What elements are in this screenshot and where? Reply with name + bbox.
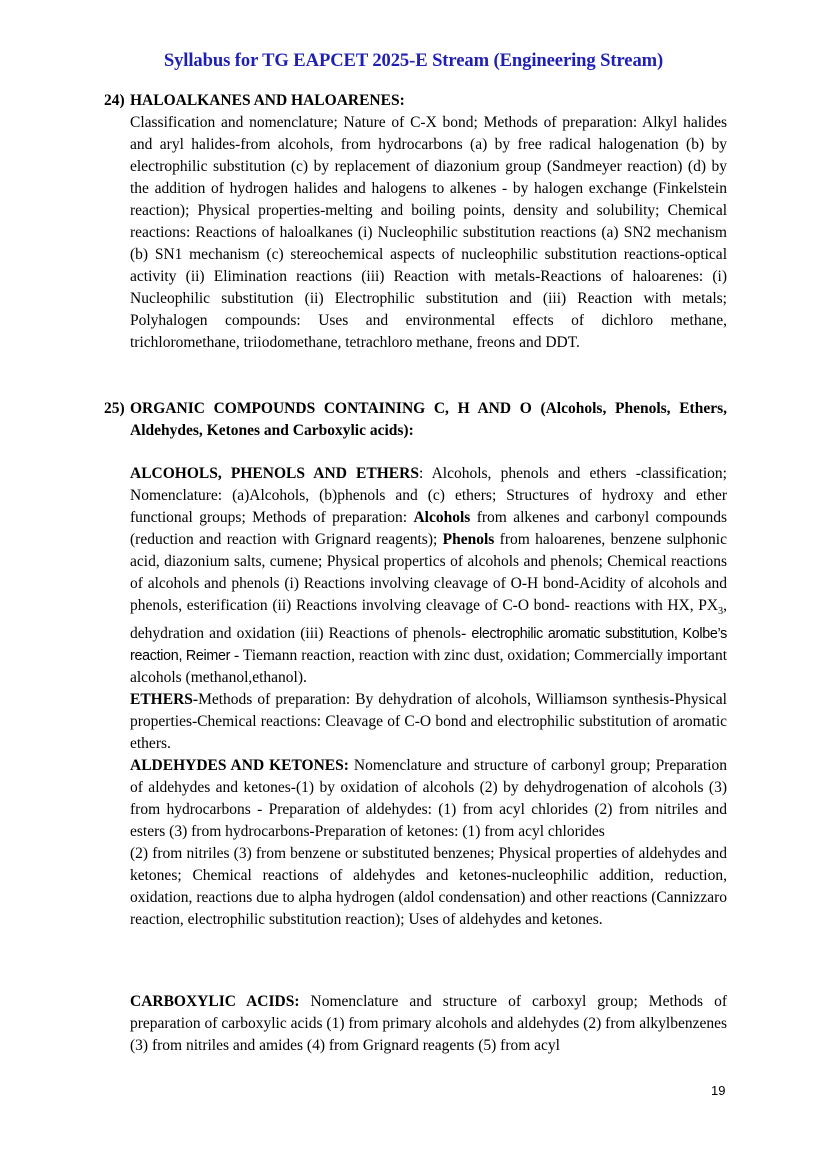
- alcohols-bold-term: Alcohols: [413, 509, 471, 526]
- ethers-text: [130, 689, 727, 755]
- alcohols-text: [130, 463, 727, 689]
- section-24-title: HALOALKANES AND HALOARENES:: [130, 92, 405, 109]
- alcohols-text-4: , dehydration and oxidation (iii) Reactions of phenols-: [130, 597, 727, 643]
- carboxylic-heading: CARBOXYLIC ACIDS:: [130, 993, 300, 1010]
- section-24-text: Classification and nomenclature; Nature of C-X bond; Methods of preparation: Alkyl halides and aryl halides-from alcohols, from hydrocarbons (a) by free radical halogenation (b) by electrophilic substitution (c) by replacement of diazonium group (Sandmeyer reaction) (d) by the addition of hydrogen halides and halogens to alkenes - by halogen exchange (Finkelstein reaction); Physical properties-melting and boiling points, density and solubility; Chemical reactions: Reactions of haloalkanes (i) Nucleophilic substitution reactions (a) SN2 mechanism (b) SN1 mechanism (c) stereochemical aspects of nucleophilic substitution reactions-optical activity (ii) Elimination reactions (iii) Reaction with metals-Reactions of haloarenes: (i) Nucleophilic substitution (ii) Electrophilic substitution and (iii) Reaction with metals; Polyhalogen compounds: Uses and environmental effects of dichloro methane, trichloromethane, triiodomethane, tetrachloro methane, freons and DDT.: [130, 114, 727, 351]
- aldehydes-text-continued: (2) from nitriles (3) from benzene or substituted benzenes; Physical properties of aldehydes and ketones; Chemical reactions of aldehydes and ketones-nucleophilic addition, reduction, oxidation, reactions due to alpha hydrogen (aldol condensation) and other reactions (Cannizzaro reaction, electrophilic substitution reaction); Uses of aldehydes and ketones.: [130, 845, 727, 929]
- alcohols-sans-text: electrophilic aromatic substitution, Kolbe’s reaction, Reimer: [130, 626, 727, 665]
- section-24-number: 24): [104, 92, 125, 109]
- ethers-body: Methods of preparation: By dehydration of alcohols, Williamson synthesis-Physical properties-Chemical reactions: Cleavage of C-O bond and electrophilic substitution of aromatic ethers.: [130, 691, 727, 753]
- alcohols-paragraph: [130, 463, 727, 931]
- alcohols-heading: ALCOHOLS, PHENOLS AND ETHERS: [130, 465, 419, 482]
- aldehydes-text: [130, 755, 727, 843]
- alcohols-text-1: : Alcohols, phenols and ethers -classification; Nomenclature: (a)Alcohols, (b)phenols and (c) ethers; Structures of hydroxy and ether functional groups; Methods of preparation:: [130, 465, 727, 526]
- aldehydes-body-1: Nomenclature and structure of carbonyl group; Preparation of aldehydes and ketones-(1) by oxidation of alcohols (2) by dehydrogenation of alcohols (3) from hydrocarbons - Preparation of aldehydes: (1) from acyl chlorides (2) from nitriles and esters (3) from hydrocarbons-Preparation of ketones: (1) from acyl chlorides: [130, 757, 728, 841]
- alcohols-text-3: from haloarenes, benzene sulphonic acid, diazonium salts, cumene; Physical propertics of alcohols and phenols; Chemical reactions of alcohols and phenols (i) Reactions involving cleavage of O-H bond-Acidity of alcohols and phenols, esterification (ii) Reactions involving cleavage of C-O bond- reactions with HX, PX: [130, 531, 727, 614]
- aldehydes-heading: ALDEHYDES AND KETONES:: [130, 757, 349, 775]
- carboxylic-text: [130, 991, 727, 1057]
- section-25-title-text: ORGANIC COMPOUNDS CONTAINING C, H AND O (Alcohols, Phenols, Ethers, Aldehydes, Ketones and Carboxylic acids):: [130, 400, 727, 439]
- alcohols-text-2: from alkenes and carbonyl compounds (reduction and reaction with Grignard reagents);: [130, 509, 728, 548]
- page-number: 19: [711, 1083, 726, 1098]
- page-header: Syllabus for TG EAPCET 2025-E Stream (Engineering Stream): [163, 50, 664, 71]
- phenols-bold-term: Phenols: [442, 531, 495, 548]
- alcohols-text-5: - Tiemann reaction, reaction with zinc dust, oxidation; Commercially important alcohols (methanol,ethanol).: [130, 647, 727, 687]
- section-25-title: [130, 398, 727, 442]
- section-24: [130, 90, 727, 354]
- carboxylic-paragraph: [130, 991, 727, 1057]
- px3-subscript: 3: [718, 606, 724, 618]
- section-25-number: 25): [104, 400, 125, 417]
- carboxylic-body: Nomenclature and structure of carboxyl group; Methods of preparation of carboxylic acids (1) from primary alcohols and aldehydes (2) from alkylbenzenes (3) from nitriles and amides (4) from Grignard reagents (5) from acyl: [130, 993, 728, 1054]
- ethers-heading: ETHERS-: [130, 691, 199, 709]
